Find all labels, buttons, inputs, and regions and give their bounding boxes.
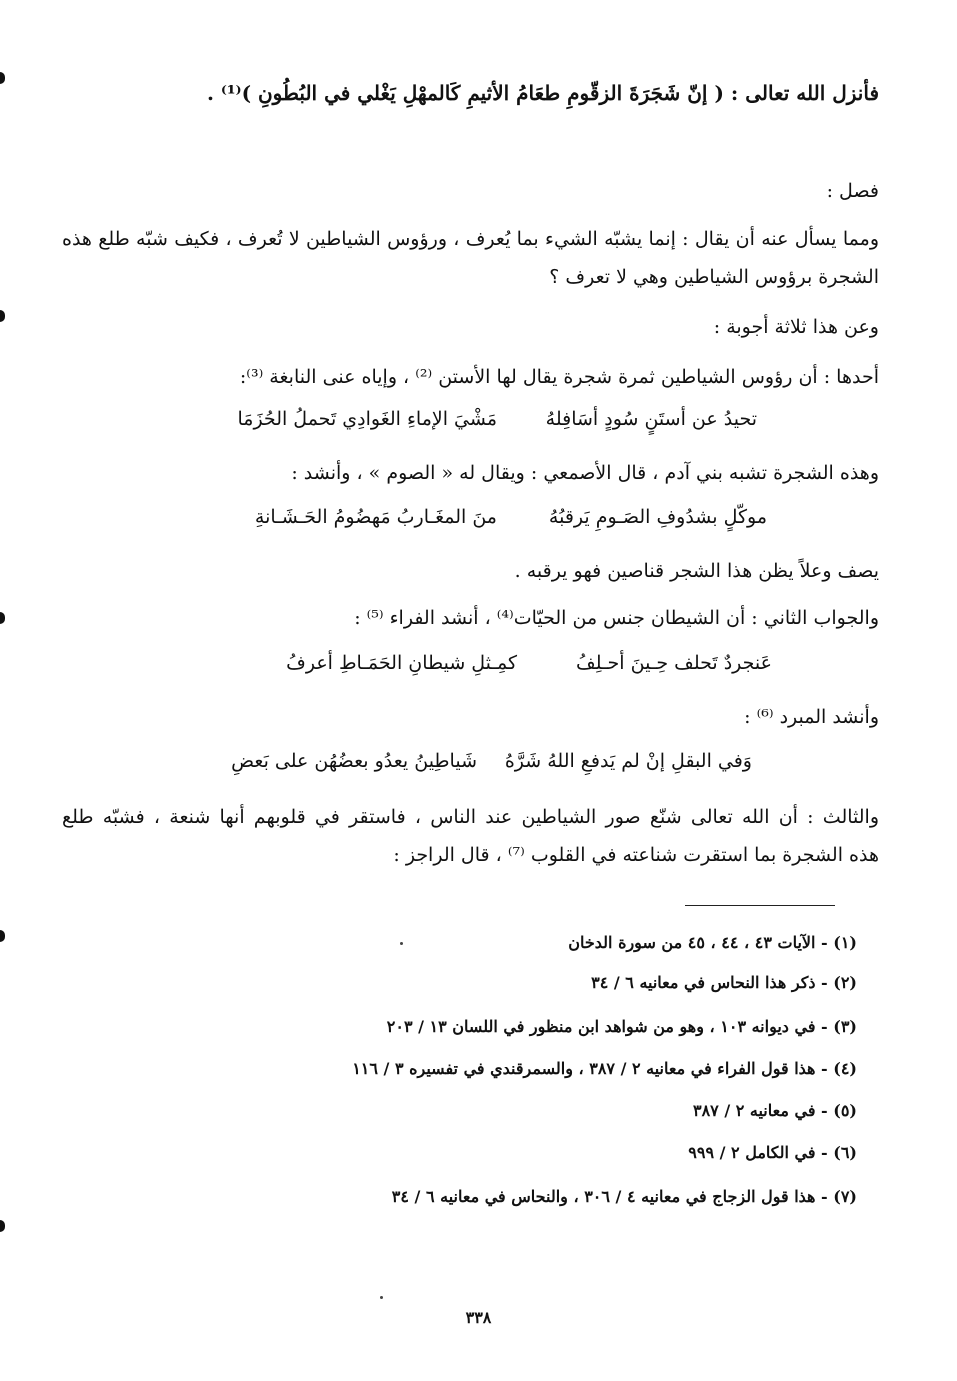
page-number: ٣٣٨ bbox=[465, 1308, 492, 1327]
answers-intro: وعن هذا ثلاثة أجوبة : bbox=[713, 316, 879, 338]
poem3-first-hemistich: عَنجردٌ تَحلف حِـينَ أحـلِفُ bbox=[576, 652, 772, 674]
quran-verse-line: فأنزل الله تعالى : ( إنّ شَجَرَةَ الزقّومِ طعَامُ الأثيمِ كَالمهْلِ يَغْلي في البُطُونِ )⁽¹⁾ . bbox=[206, 81, 879, 105]
poem2-first-hemistich: موكّلٍ بشدُوفِ الصَـومِ يَرقبُهُ bbox=[548, 506, 767, 528]
ibex-line: يصف وعلاً يظن هذا الشجر قناصين فهو يرقبه . bbox=[514, 560, 879, 582]
answer-three-line-2: هذه الشجرة بما استقرت شناعته في القلوب ⁽⁷⁾ ، قال الراجز : bbox=[393, 844, 879, 866]
poem1-second-hemistich: مَشْيَ الإماءِ الغَوادِي تَحملُ الحُزَمَا bbox=[237, 408, 497, 430]
answer-two: والجواب الثاني : أن الشيطان جنس من الحيّات⁽⁴⁾ ، أنشد الفراء ⁽⁵⁾ : bbox=[354, 607, 879, 629]
question-line-2: الشجرة برؤوس الشياطين وهي لا تعرف ؟ bbox=[549, 266, 879, 288]
poem3-second-hemistich: كمِـثلِ شيطانِ الحَمَـاطِ أعرفُ bbox=[286, 652, 517, 674]
scan-speck bbox=[380, 1296, 383, 1299]
answer-one: أحدها : أن رؤوس الشياطين ثمرة شجرة يقال لها الأستن ⁽²⁾ ، وإياه عنى النابغة ⁽³⁾: bbox=[239, 366, 879, 388]
question-line-1: ومما يسأل عنه أن يقال : إنما يشبّه الشيء بما يُعرف ، ورؤوس الشياطين لا تُعرف ، فكيف شبّه طلع هذه bbox=[62, 228, 879, 250]
footnote-1: (١) - الآيات ٤٣ ، ٤٤ ، ٤٥ من سورة الدخان bbox=[568, 933, 857, 952]
footnote-2: (٢) - ذكر هذا النحاس في معانيه ٦ / ٣٤ bbox=[591, 973, 857, 992]
section-title: فصل : bbox=[826, 180, 879, 202]
scan-speck bbox=[400, 942, 403, 945]
footnote-6: (٦) - في الكامل ٢ / ٩٩٩ bbox=[688, 1143, 857, 1162]
poem1-first-hemistich: تحيدُ عن أستَنٍ سُودٍ أسَافِلهُ bbox=[545, 408, 757, 430]
footnote-3: (٣) - في ديوانه ١٠٣ ، وهو من شواهد ابن منظور في اللسان ١٣ / ٢٠٣ bbox=[386, 1017, 857, 1036]
footnote-4: (٤) - هذا قول الفراء في معانيه ٢ / ٣٨٧ ، والسمرقندي في تفسيره ٣ / ١١٦ bbox=[352, 1059, 857, 1078]
footnote-7: (٧) - هذا قول الزجاج في معانيه ٤ / ٣٠٦ ، والنحاس في معانيه ٦ / ٣٤ bbox=[391, 1187, 857, 1206]
poem4-second-hemistich: شَياطِينُ يعدُو بعضُهُن على بَعضِ bbox=[231, 750, 477, 772]
footnote-separator bbox=[685, 905, 835, 906]
poem2-second-hemistich: منَ المغَـاربُ مَهضُومُ الحَـشَـانةِ bbox=[254, 506, 497, 528]
poem4-first-hemistich: وَفي البقلِ إنْ لم يَدفعِ اللهُ شَرَّهُ bbox=[504, 750, 752, 772]
footnote-5: (٥) - في معانيه ٢ / ٣٨٧ bbox=[692, 1101, 857, 1120]
answer-three-line-1: والثالث : أن الله تعالى شنّع صور الشياطين عند الناس ، فاستقر في قلوبهم أنها شنعة ، فشبّه طلع bbox=[62, 806, 879, 828]
tree-description-line: وهذه الشجرة تشبه بني آدم ، قال الأصمعي : ويقال له « الصوم » ، وأنشد : bbox=[291, 462, 879, 484]
mubarrad-line: وأنشد المبرد ⁽⁶⁾ : bbox=[744, 706, 879, 728]
